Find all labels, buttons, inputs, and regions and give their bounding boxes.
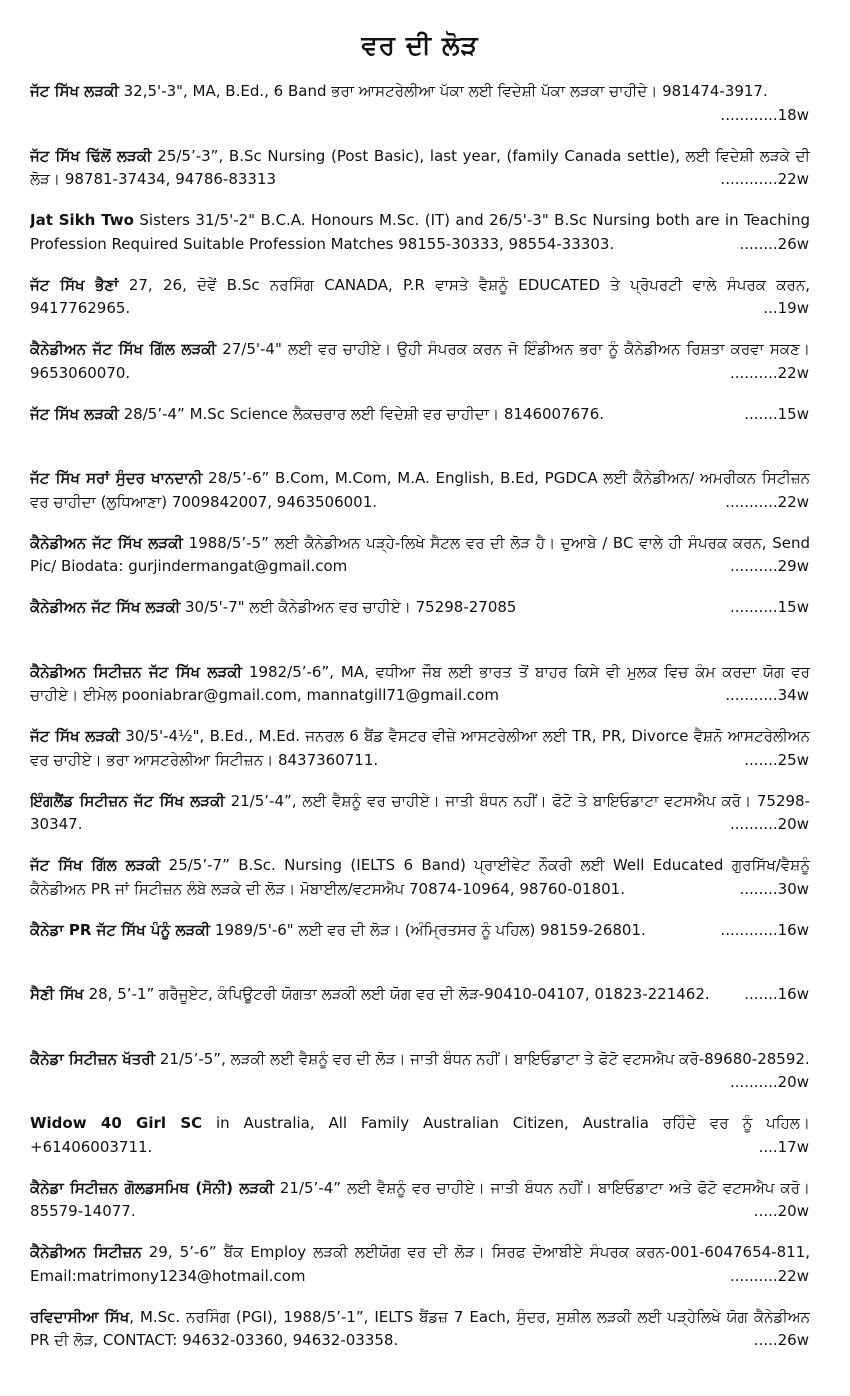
ad-code: ..........20w <box>729 815 809 833</box>
ad-heading: ਕੈਨੇਡਾ PR ਜੱਟ ਸਿੱਖ ਪੰਨੂੰ ਲੜਕੀ <box>30 920 211 939</box>
ad-code: .....26w <box>753 1331 809 1349</box>
ad-heading: ਜੱਟ ਸਿੱਖ ਗਿੱਲ ਲੜਕੀ <box>30 856 161 874</box>
ad-code: ..........15w <box>729 598 809 616</box>
ad-code: ........26w <box>739 234 809 253</box>
ad-code: ............18w <box>720 105 809 124</box>
ad-entry <box>30 661 810 708</box>
ad-text: 27, 26, ਦੋਵੇਂ B.Sc ਨਰਸਿੰਗ CANADA, P.R ਵਾਸਤੇ ਵੈਸ਼ਨੂੰ EDUCATED ਤੇ ਪ੍ਰੋਪਰਟੀ ਵਾਲੇ ਸੰਪਰਕ ਕਰਨ, 9417762965. <box>30 275 810 317</box>
ad-text: 21/5’-5”, ਲੜਕੀ ਲਈ ਵੈਸ਼ਨੂੰ ਵਰ ਦੀ ਲੋੜ। ਜਾਤੀ ਬੰਧਨ ਨਹੀਂ। ਬਾਇਓਡਾਟਾ ਤੇ ਫੋਟੋ ਵਟਸਐਪ ਕਰੋ-89680-28592. <box>155 1049 810 1068</box>
ad-code: ............16w <box>720 920 809 939</box>
ad-text: 30/5'-4½", B.Ed., M.Ed. ਜਨਰਲ 6 ਬੈਂਡ ਵੈਸਟਰ ਵੀਜ਼ੇ ਆਸਟਰੇਲੀਆ ਲਈ TR, PR, Divorce ਵੈਸ਼ਨੋ ਆਸਟਰੇਲੀਅਨ ਵਰ ਚਾਹੀਏ। ਭਰਾ ਆਸਟਰੇਲੀਆ ਸਿਟੀਜ਼ਨ। 8437360711. <box>30 727 810 769</box>
ad-entry <box>30 274 810 321</box>
ad-entry <box>30 919 810 966</box>
ad-code: .....20w <box>753 1202 809 1220</box>
ad-entry <box>30 145 810 192</box>
ad-code: .......15w <box>744 404 809 423</box>
ad-text: 27/5'-4" ਲਈ ਵਰ ਚਾਹੀਏ। ਉਹੀ ਸੰਪਰਕ ਕਰਨ ਜੋ ਇੰਡੀਅਨ ਭਰਾ ਨੂੰ ਕੈਨੇਡੀਅਨ ਰਿਸ਼ਤਾ ਕਰਵਾ ਸਕਣ। 9653060070. <box>30 340 810 382</box>
ad-text: in Australia, All Family Australian Citizen, Australia ਰਹਿੰਦੇ ਵਰ ਨੂੰ ਪਹਿਲ। +61406003711. <box>30 1114 810 1156</box>
ad-entry <box>30 596 810 643</box>
ad-heading: ਜੱਟ ਸਿੱਖ ਭੈਣਾਂ <box>30 275 119 294</box>
ad-text: 30/5'-7" ਲਈ ਕੈਨੇਡੀਅਨ ਵਰ ਚਾਹੀਏ। 75298-27085 <box>180 598 517 616</box>
ad-entry <box>30 790 810 837</box>
ad-code: ....17w <box>758 1137 809 1156</box>
ad-text: Sisters 31/5'-2" B.C.A. Honours M.Sc. (IT) and 26/5'-3" B.Sc Nursing both are in Teaching Profession Required Suitable Profession Matches 98155-30333, 98554-33303. <box>30 211 810 253</box>
ad-entry <box>30 338 810 385</box>
ad-text: 32,5'-3", MA, B.Ed., 6 Band ਭਰਾ ਆਸਟਰੇਲੀਆ ਪੱਕਾ ਲਈ ਵਿਦੇਸ਼ੀ ਪੱਕਾ ਲੜਕਾ ਚਾਹੀਦੇ। 981474-3917. <box>118 82 768 100</box>
ad-entry <box>30 403 810 450</box>
ad-code: ..........22w <box>729 1266 809 1285</box>
ad-heading: ਜੱਟ ਸਿੱਖ ਲੜਕੀ <box>30 727 120 745</box>
ad-text: 28/5’-4” M.Sc Science ਲੈਕਚਰਾਰ ਲਈ ਵਿਦੇਸ਼ੀ ਵਰ ਚਾਹੀਦਾ। 8146007676. <box>118 404 605 423</box>
ad-text: 29, 5’-6” ਬੈਂਕ Employ ਲੜਕੀ ਲਈਯੋਗ ਵਰ ਦੀ ਲੋੜ। ਸਿਰਫ ਦੋਆਬੀਏ ਸੰਪਰਕ ਕਰਨ-001-6047654-811, Email:matrimony1234@hotmail.com <box>30 1243 810 1285</box>
ad-heading: ਜੱਟ ਸਿੱਖ ਲੜਕੀ <box>30 404 119 423</box>
ad-text: 1982/5’-6”, MA, ਵਧੀਆ ਜੌਬ ਲਈ ਭਾਰਤ ਤੋਂ ਬਾਹਰ ਕਿਸੇ ਵੀ ਮੁਲਕ ਵਿਚ ਕੰਮ ਕਰਦਾ ਯੋਗ ਵਰ ਚਾਹੀਏ। ਈਮੇਲ pooniabrar@gmail.com, mannatgill71@gmail.com <box>30 662 810 704</box>
ad-entry <box>30 467 810 514</box>
ad-code: ..........22w <box>729 363 809 382</box>
ad-list <box>30 80 810 1353</box>
ad-text: 25/5’-3”, B.Sc Nursing (Post Basic), last year, (family Canada settle), ਲਈ ਵਿਦੇਸ਼ੀ ਲੜਕੇ ਦੀ ਲੋੜ। 98781-37434, 94786-83313 <box>30 146 810 188</box>
ad-code: ..........20w <box>729 1073 809 1091</box>
ad-heading: ਇੰਗਲੈਂਡ ਸਿਟੀਜ਼ਨ ਜੱਟ ਸਿੱਖ ਲੜਕੀ <box>30 791 225 810</box>
ad-heading: ਜੱਟ ਸਿੱਖ ਢਿੱਲੋਂ ਲੜਕੀ <box>30 146 152 165</box>
ad-heading: ਕੈਨੇਡਾ ਸਿਟੀਜ਼ਨ ਖੱਤਰੀ <box>30 1049 156 1068</box>
ad-entry <box>30 532 810 579</box>
ad-text: 1989/5'-6" ਲਈ ਵਰ ਦੀ ਲੋੜ। (ਅੰਮ੍ਰਿਤਸਰ ਨੂੰ ਪਹਿਲ) 98159-26801. <box>210 920 646 939</box>
ad-text: 21/5’-4”, ਲਈ ਵੈਸ਼ਨੂੰ ਵਰ ਚਾਹੀਏ। ਜਾਤੀ ਬੰਧਨ ਨਹੀਂ। ਫੋਟੋ ਤੇ ਬਾਇਓਡਾਟਾ ਵਟਸਐਪ ਕਰੋ। 75298-30347. <box>30 791 810 833</box>
ad-entry <box>30 1241 810 1288</box>
ad-code: ........30w <box>739 879 809 898</box>
ad-entry <box>30 1112 810 1159</box>
ad-heading: ਜੱਟ ਸਿੱਖ ਸਰਾਂ ਸੁੰਦਰ ਖਾਨਦਾਨੀ <box>30 469 203 487</box>
ad-code: ...........22w <box>725 492 809 511</box>
ad-text: 25/5’-7” B.Sc. Nursing (IELTS 6 Band) ਪ੍ਰਾਈਵੇਟ ਨੌਕਰੀ ਲਈ Well Educated ਗੁਰਸਿੱਖ/ਵੈਸ਼ਨੂੰ ਕੈਨੇਡੀਅਨ PR ਜਾਂ ਸਿਟੀਜ਼ਨ ਲੰਬੇ ਲੜਕੇ ਦੀ ਲੋੜ। ਮੋਬਾਈਲ/ਵਟਸਐਪ 70874-10964, 98760-01801. <box>30 856 810 898</box>
ad-heading: Jat Sikh Two <box>30 211 134 229</box>
ad-heading: Widow 40 Girl SC <box>30 1114 203 1132</box>
page-title: ਵਰ ਦੀ ਲੋੜ <box>361 31 479 61</box>
ad-entry <box>30 1048 810 1095</box>
ad-text: , M.Sc. ਨਰਸਿੰਗ (PGI), 1988/5’-1”, IELTS ਬੈਂਡਜ਼ 7 Each, ਸੁੰਦਰ, ਸੁਸ਼ੀਲ ਲੜਕੀ ਲਈ ਪੜ੍ਹੇਲਿਖੇ ਯੋਗ ਕੈਨੇਡੀਅਨ PR ਦੀ ਲੋੜ, CONTACT: 94632-03360, 94632-03358. <box>30 1307 810 1349</box>
ad-heading: ਕੈਨੇਡੀਅਨ ਜੱਟ ਸਿੱਖ ਲੜਕੀ <box>30 598 181 616</box>
ad-entry <box>30 80 810 127</box>
ad-text: 28, 5’-1” ਗਰੈਜੂਏਟ, ਕੰਪਿਊਟਰੀ ਯੋਗਤਾ ਲੜਕੀ ਲਈ ਯੋਗ ਵਰ ਦੀ ਲੋੜ-90410-04107, 01823-221462. <box>83 985 710 1003</box>
ad-text: 28/5’-6” B.Com, M.Com, M.A. English, B.Ed, PGDCA ਲਈ ਕੈਨੇਡੀਅਨ/ ਅਮਰੀਕਨ ਸਿਟੀਜ਼ਨ ਵਰ ਚਾਹੀਦਾ (ਲੁਧਿਆਣਾ) 7009842007, 9463506001. <box>30 469 810 511</box>
ad-text: 1988/5’-5” ਲਈ ਕੈਨੇਡੀਅਨ ਪੜ੍ਹੇ-ਲਿਖੇ ਸੈਟਲ ਵਰ ਦੀ ਲੋੜ ਹੈ। ਦੁਆਬੇ / BC ਵਾਲੇ ਹੀ ਸੰਪਰਕ ਕਰਨ, Send Pic/ Biodata: gurjindermangat@gmail.com <box>30 533 810 575</box>
ad-entry <box>30 1177 810 1224</box>
ad-heading: ਕੈਨੇਡੀਅਨ ਜੱਟ ਸਿੱਖ ਲੜਕੀ <box>30 533 183 552</box>
ad-heading: ਸੈਣੀ ਸਿੱਖ <box>30 985 84 1003</box>
ad-code: ...19w <box>763 299 809 317</box>
ad-code: ...........34w <box>725 686 809 704</box>
ad-heading: ਕੈਨੇਡੀਅਨ ਜੱਟ ਸਿੱਖ ਗਿੱਲ ਲੜਕੀ <box>30 340 217 358</box>
ad-heading: ਕੈਨੇਡਾ ਸਿਟੀਜ਼ਨ ਗੋਲਡਸਮਿਥ (ਸੋਨੀ) ਲੜਕੀ <box>30 1178 274 1197</box>
ad-code: .......16w <box>744 985 809 1003</box>
ad-entry <box>30 209 810 256</box>
ad-text: 21/5’-4” ਲਈ ਵੈਸ਼ਨੂੰ ਵਰ ਚਾਹੀਏ। ਜਾਤੀ ਬੰਧਨ ਨਹੀਂ। ਬਾਇਓਡਾਟਾ ਅਤੇ ਫੋਟੋ ਵਟਸਐਪ ਕਰੋ। 85579-14077. <box>30 1178 810 1220</box>
ad-heading: ਰਵਿਦਾਸੀਆ ਸਿੱਖ <box>30 1307 130 1326</box>
ad-entry <box>30 983 810 1030</box>
ad-entry <box>30 1306 810 1353</box>
ad-heading: ਕੈਨੇਡੀਅਨ ਸਿਟੀਜ਼ਨ ਜੱਟ ਸਿੱਖ ਲੜਕੀ <box>30 662 243 681</box>
ad-entry <box>30 854 810 901</box>
classifieds-page <box>30 0 810 1370</box>
ad-code: ............22w <box>720 170 809 188</box>
ad-code: .......25w <box>744 750 809 769</box>
ad-heading: ਜੱਟ ਸਿੱਖ ਲੜਕੀ <box>30 82 119 100</box>
ad-code: ..........29w <box>729 557 809 575</box>
ad-heading: ਕੈਨੇਡੀਅਨ ਸਿਟੀਜ਼ਨ <box>30 1243 142 1261</box>
ad-entry <box>30 725 810 772</box>
